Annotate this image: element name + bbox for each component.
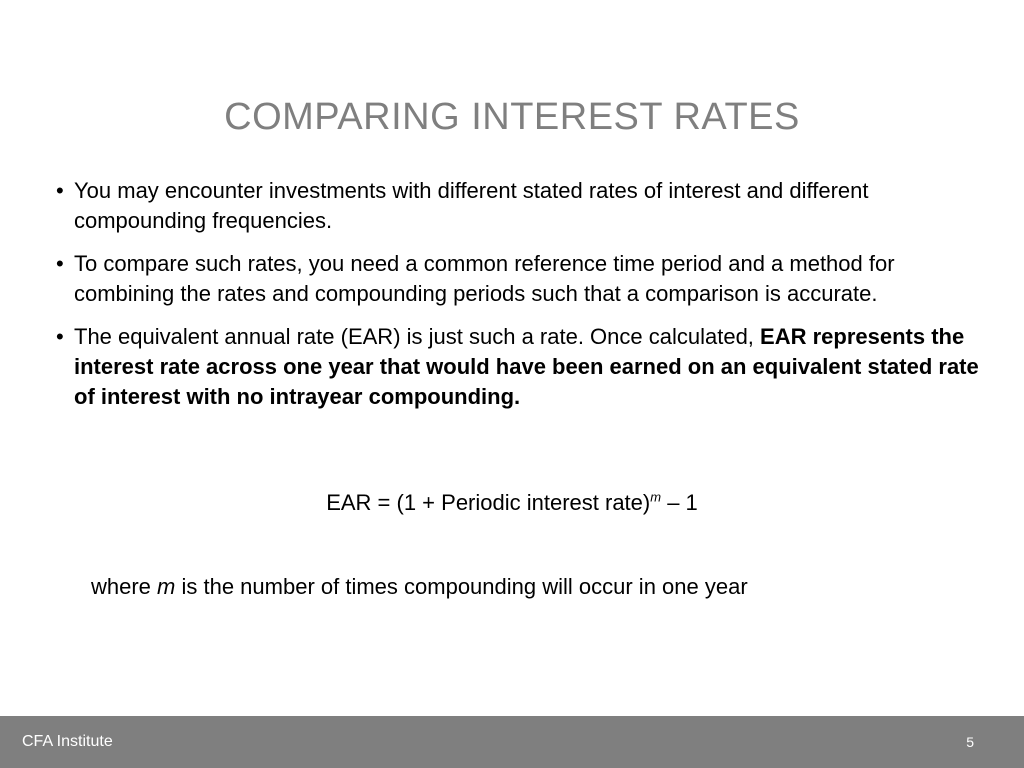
bullet-marker: • xyxy=(56,324,64,349)
bullet-item xyxy=(52,176,982,236)
bullet-marker: • xyxy=(56,178,64,203)
bullet-marker: • xyxy=(56,251,64,276)
bullet-text: You may encounter investments with different stated rates of interest and different compounding frequencies. xyxy=(74,178,869,233)
where-suffix: is the number of times compounding will occur in one year xyxy=(175,574,748,599)
formula-lhs: EAR = (1 + Periodic interest rate) xyxy=(326,490,651,515)
bullet-bold-text: EAR represents the interest rate across one year that would have been earned on an equivalent stated rate of interest with no intrayear compounding. xyxy=(74,324,979,409)
bullet-item xyxy=(52,249,982,309)
footer-brand: CFA Institute xyxy=(22,733,113,750)
footer-bar xyxy=(0,716,1024,768)
slide-title: COMPARING INTEREST RATES xyxy=(224,96,800,138)
bullet-text: The equivalent annual rate (EAR) is just such a rate. Once calculated, xyxy=(74,324,761,349)
where-explanation xyxy=(91,572,748,602)
page-number: 5 xyxy=(966,734,974,750)
formula-rhs: – 1 xyxy=(661,490,698,515)
bullet-text: To compare such rates, you need a common reference time period and a method for combining the rates and compounding periods such that a comparison is accurate. xyxy=(74,251,895,306)
where-variable: m xyxy=(157,574,176,599)
where-prefix: where xyxy=(91,574,158,599)
formula-exponent: m xyxy=(650,489,662,505)
bullet-list xyxy=(52,176,982,425)
ear-formula xyxy=(0,488,1024,518)
bullet-item xyxy=(52,322,982,412)
